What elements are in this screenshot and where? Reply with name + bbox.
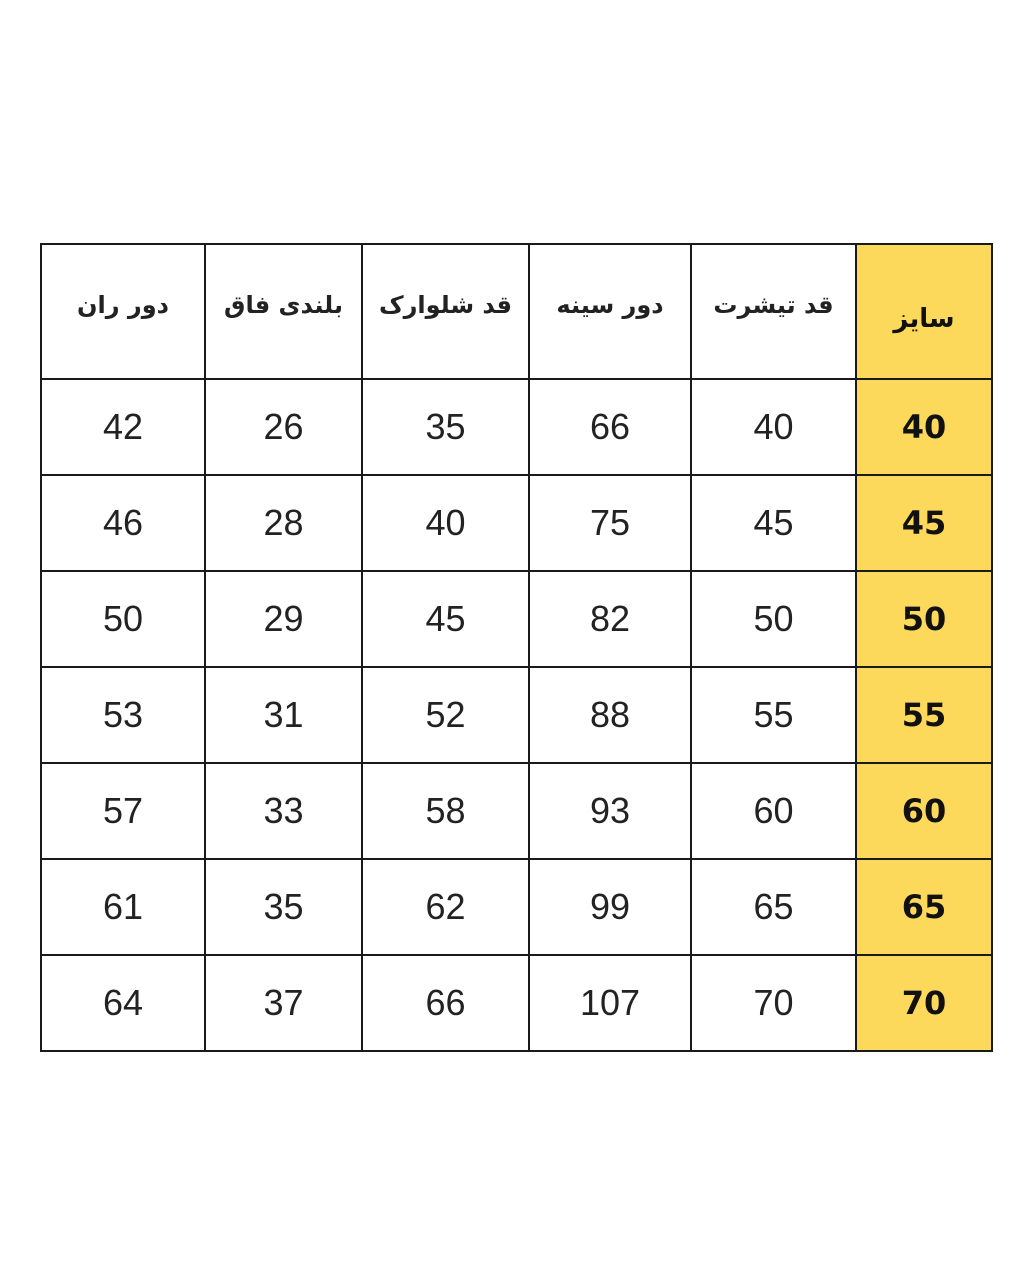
cell-thigh: 57	[41, 763, 205, 859]
cell-rise: 37	[205, 955, 362, 1051]
cell-chest: 88	[529, 667, 691, 763]
cell-chest: 82	[529, 571, 691, 667]
cell-shirt-length: 70	[691, 955, 856, 1051]
cell-shirt-length: 55	[691, 667, 856, 763]
cell-shirt-length: 50	[691, 571, 856, 667]
header-shorts-length: قد شلوارک	[362, 244, 529, 379]
cell-shorts-length: 45	[362, 571, 529, 667]
cell-thigh: 64	[41, 955, 205, 1051]
header-chest: دور سینه	[529, 244, 691, 379]
cell-size: 40	[856, 379, 992, 475]
cell-thigh: 46	[41, 475, 205, 571]
header-row	[41, 244, 992, 379]
cell-shirt-length: 60	[691, 763, 856, 859]
table-row	[41, 667, 992, 763]
cell-size: 70	[856, 955, 992, 1051]
table-row	[41, 475, 992, 571]
cell-shorts-length: 58	[362, 763, 529, 859]
table-row	[41, 859, 992, 955]
cell-shorts-length: 35	[362, 379, 529, 475]
table-row	[41, 379, 992, 475]
cell-chest: 107	[529, 955, 691, 1051]
cell-rise: 31	[205, 667, 362, 763]
cell-chest: 66	[529, 379, 691, 475]
cell-thigh: 53	[41, 667, 205, 763]
cell-shirt-length: 65	[691, 859, 856, 955]
table-row	[41, 763, 992, 859]
cell-size: 60	[856, 763, 992, 859]
cell-size: 55	[856, 667, 992, 763]
cell-thigh: 50	[41, 571, 205, 667]
cell-shorts-length: 66	[362, 955, 529, 1051]
cell-size: 50	[856, 571, 992, 667]
cell-chest: 93	[529, 763, 691, 859]
cell-rise: 33	[205, 763, 362, 859]
cell-size: 45	[856, 475, 992, 571]
header-rise: بلندی فاق	[205, 244, 362, 379]
cell-rise: 28	[205, 475, 362, 571]
header-thigh: دور ران	[41, 244, 205, 379]
table-row	[41, 571, 992, 667]
size-chart-table	[40, 243, 993, 1052]
cell-shorts-length: 52	[362, 667, 529, 763]
header-size: سایز	[856, 244, 992, 379]
cell-chest: 99	[529, 859, 691, 955]
cell-shorts-length: 62	[362, 859, 529, 955]
cell-rise: 29	[205, 571, 362, 667]
cell-thigh: 42	[41, 379, 205, 475]
table-row	[41, 955, 992, 1051]
cell-chest: 75	[529, 475, 691, 571]
cell-rise: 26	[205, 379, 362, 475]
header-shirt-length: قد تیشرت	[691, 244, 856, 379]
cell-thigh: 61	[41, 859, 205, 955]
cell-rise: 35	[205, 859, 362, 955]
cell-size: 65	[856, 859, 992, 955]
cell-shorts-length: 40	[362, 475, 529, 571]
cell-shirt-length: 40	[691, 379, 856, 475]
cell-shirt-length: 45	[691, 475, 856, 571]
